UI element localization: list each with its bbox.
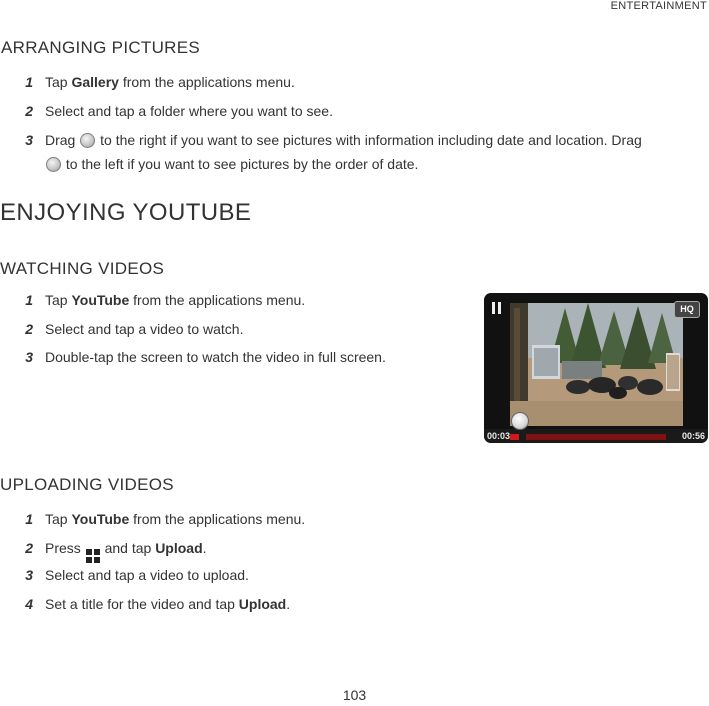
heading-uploading-videos: UPLOADING VIDEOS — [0, 475, 174, 494]
step-text: Set a title for the video and tap Upload. — [45, 596, 291, 612]
section-label: ENTERTAINMENT — [610, 0, 707, 12]
step-text: Tap YouTube from the applications menu. — [45, 511, 306, 527]
step-text: Select and tap a folder where you want to see. — [45, 103, 333, 119]
step-text: Double-tap the screen to watch the video in full screen. — [45, 349, 386, 365]
video-frame — [510, 303, 683, 426]
upload-label: Upload — [238, 596, 287, 612]
list-item — [19, 563, 619, 587]
list-item — [19, 507, 619, 531]
step-number: 1 — [25, 292, 33, 308]
total-time: 00:56 — [681, 431, 705, 441]
drag-handle-icon — [46, 157, 61, 172]
step-number: 2 — [25, 321, 33, 337]
step-text: Drag to the right if you want to see pictures with information including date and location. Drag — [45, 132, 642, 148]
video-timebar — [484, 429, 708, 443]
list-item — [19, 288, 459, 312]
step-text: Tap YouTube from the applications menu. — [45, 292, 306, 308]
youtube-label: YouTube — [71, 292, 130, 308]
heading-enjoying-youtube: ENJOYING YOUTUBE — [0, 199, 252, 226]
drag-handle-icon — [80, 133, 95, 148]
step-text: Tap Gallery from the applications menu. — [45, 74, 295, 90]
step-number: 3 — [25, 567, 33, 583]
step-text: Select and tap a video to watch. — [45, 321, 244, 337]
elapsed-time: 00:03 — [487, 431, 511, 441]
step-number: 3 — [25, 132, 33, 148]
pause-icon[interactable] — [492, 302, 502, 314]
list-item — [19, 536, 619, 560]
step-number: 1 — [25, 74, 33, 90]
step-number: 3 — [25, 349, 33, 365]
seek-progress — [510, 434, 519, 440]
page-number: 103 — [342, 687, 367, 703]
seek-track[interactable] — [526, 434, 666, 440]
hq-toggle-button[interactable]: HQ — [674, 301, 700, 318]
upload-label: Upload — [155, 540, 203, 556]
heading-watching-videos: WATCHING VIDEOS — [0, 259, 165, 278]
gallery-label: Gallery — [71, 74, 119, 90]
menu-key-icon — [86, 549, 100, 563]
step-number: 4 — [25, 596, 33, 612]
youtube-label: YouTube — [71, 511, 130, 527]
list-item — [19, 99, 699, 123]
step-text: Press and tap Upload. — [45, 536, 207, 563]
list-item — [19, 317, 459, 341]
list-item — [19, 592, 619, 616]
step-text-continued: to the left if you want to see pictures by the order of date. — [45, 152, 418, 176]
video-player-screenshot — [484, 293, 708, 443]
step-number: 1 — [25, 511, 33, 527]
heading-arranging-pictures: ARRANGING PICTURES — [1, 38, 201, 57]
step-number: 2 — [25, 103, 33, 119]
seek-handle[interactable] — [511, 412, 529, 430]
list-item — [19, 128, 709, 176]
step-text: Select and tap a video to upload. — [45, 567, 249, 583]
list-item — [19, 345, 459, 369]
list-item — [19, 70, 699, 94]
step-number: 2 — [25, 540, 33, 556]
